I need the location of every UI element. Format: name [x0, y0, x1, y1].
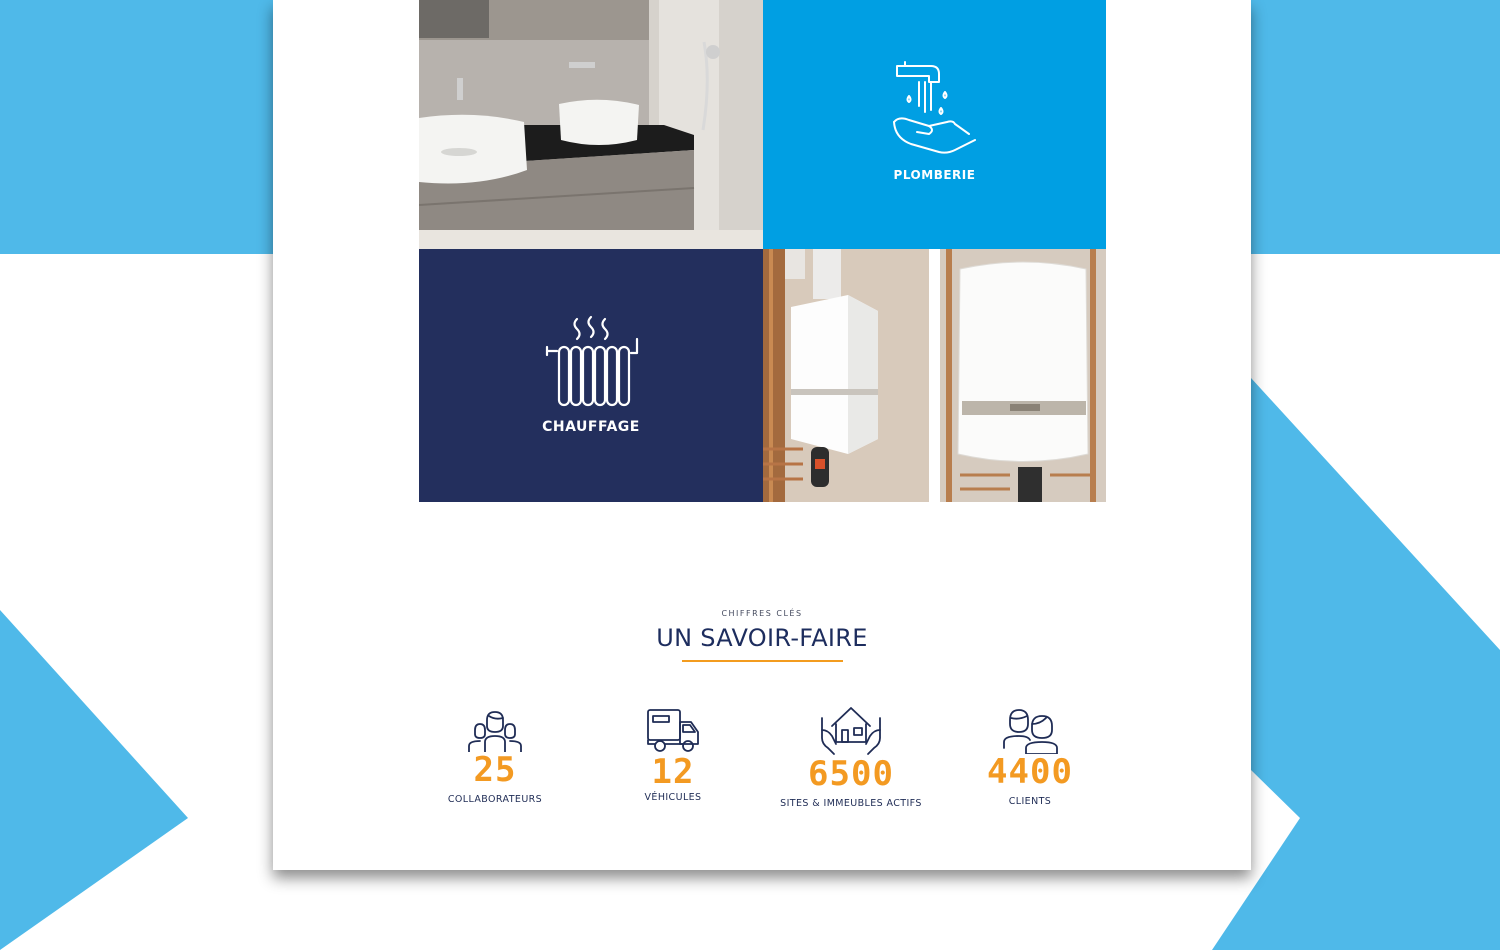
- stat-value: 12: [651, 752, 695, 792]
- house-hands-icon: [818, 704, 884, 756]
- stat-sites-immeubles: [761, 704, 941, 809]
- plomberie-tile[interactable]: [763, 0, 1106, 249]
- stat-label: CLIENTS: [1008, 796, 1052, 807]
- truck-icon: [645, 708, 701, 754]
- plomberie-label: PLOMBERIE: [893, 168, 976, 182]
- stat-vehicules: [583, 708, 763, 803]
- stat-value: 4400: [987, 752, 1073, 792]
- chauffage-label: CHAUFFAGE: [542, 419, 640, 435]
- stat-value: 25: [473, 750, 517, 790]
- stat-label: COLLABORATEURS: [447, 794, 543, 805]
- radiator-icon: [543, 315, 639, 409]
- boiler-photo: [940, 249, 1106, 502]
- section-title: UN SAVOIR-FAIRE: [656, 624, 868, 652]
- stat-label: SITES & IMMEUBLES ACTIFS: [780, 798, 922, 809]
- stat-collaborateurs: [405, 708, 585, 805]
- title-underline: [682, 660, 843, 662]
- page-card: [273, 0, 1251, 870]
- team-icon: [467, 708, 523, 752]
- chauffage-tile[interactable]: [419, 249, 763, 502]
- services-grid: [419, 0, 1106, 502]
- stat-clients: [940, 708, 1120, 807]
- bathroom-photo: [419, 0, 763, 249]
- stat-value: 6500: [808, 754, 894, 794]
- boiler-photo: [763, 249, 929, 502]
- section-kicker: CHIFFRES CLÉS: [721, 609, 803, 618]
- stat-label: VÉHICULES: [644, 792, 702, 803]
- faucet-hand-icon: [889, 60, 979, 160]
- clients-icon: [1002, 708, 1058, 754]
